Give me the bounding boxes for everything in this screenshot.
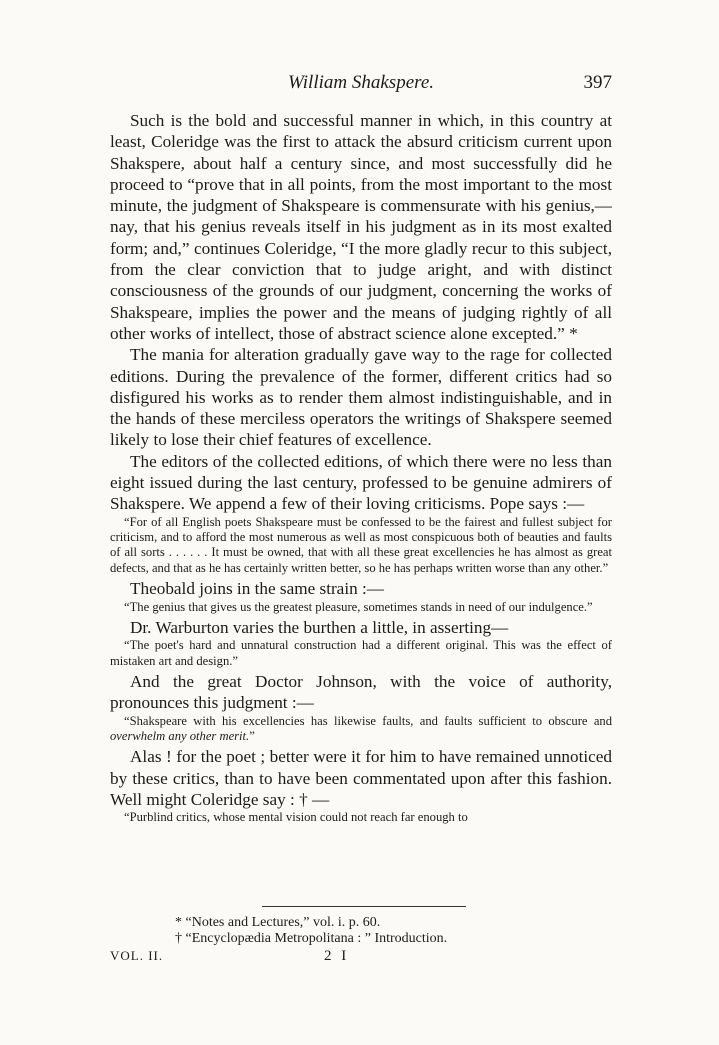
footnote-1: * “Notes and Lectures,” vol. i. p. 60. [175,915,381,930]
page-body [110,110,612,828]
paragraph-alas: Alas ! for the poet ; better were it for him to have remained unnoticed by these critics, than to have been commentated upon after this fashion. Well might Coleridge say : † — [110,747,612,810]
signature-mark: 2 I [324,948,350,964]
quote-warburton: “The poet's hard and unnatural construction had a different original. This was the effect of mistaken art and design.” [110,638,612,668]
quote-coleridge: “Purblind critics, whose mental vision could not reach far enough to [124,810,468,825]
paragraph-theobald: Theobald joins in the same strain :— [130,579,384,599]
paragraph-mania: The mania for alteration gradually gave way to the rage for collected editions. During the prevalence of the former, different critics had so disfigured his works as to render them almost indistinguishable, and in the hands of these merciless operators the writings of Shakspere seemed likely to lose their chief features of excellence. [110,345,612,450]
quote-johnson-italic: overwhelm any other merit. [110,729,250,744]
footnote-rule [262,906,466,907]
paragraph-editors: The editors of the collected editions, of which there were no less than eight issued during the last century, professed to be genuine admirers of Shakspere. We append a few of their loving criticisms. Pope says :— [110,451,612,514]
quote-pope: “For of all English poets Shakspeare must be confessed to be the fairest and fullest subject for criticism, and to afford the most numerous as well as most conspicuous both of beauties and faults of all sorts . . . . . . It must be owned, that with all these great excellencies he has almost as great defects, and that as he has certainly written better, so he has perhaps written worse than any other.” [110,514,612,575]
quote-johnson [110,714,612,745]
paragraph-coleridge: Such is the bold and successful manner in which, in this country at least, Coleridge was the first to attack the absurd criticism current upon Shakspere, about half a century since, and most successfully did he proceed to “prove that in all points, from the most important to the most minute, the judgment of Shakspeare is commensurate with his genius,—nay, that his genius reveals itself in his judgment as in its most exalted form; and,” continues Coleridge, “I the more gladly recur to this subject, from the clear conviction that to judge aright, and with distinct consciousness of the grounds of our judgment, concerning the works of Shakspeare, implies the power and the means of judging rightly of all other works of intellect, those of abstract science alone excepted.” * [110,111,612,343]
page-number: 397 [583,72,612,93]
running-header [110,72,612,100]
paragraph-johnson: And the great Doctor Johnson, with the voice of authority, pronounces this judgment :— [110,672,612,713]
running-title: William Shakspere. [288,72,434,93]
footnote-2: † “Encyclopædia Metropolitana : ” Introduction. [175,931,448,946]
volume-label: VOL. II. [110,948,164,963]
quote-johnson-text: “Shakspeare with his excellencies has likewise faults, and faults sufficient to obscure and [124,713,612,728]
paragraph-warburton: Dr. Warburton varies the burthen a little, in asserting— [130,617,509,637]
quote-johnson-close: ” [249,729,255,744]
quote-theobald: “The genius that gives us the greatest pleasure, sometimes stands in need of our indulgence.” [124,599,593,614]
